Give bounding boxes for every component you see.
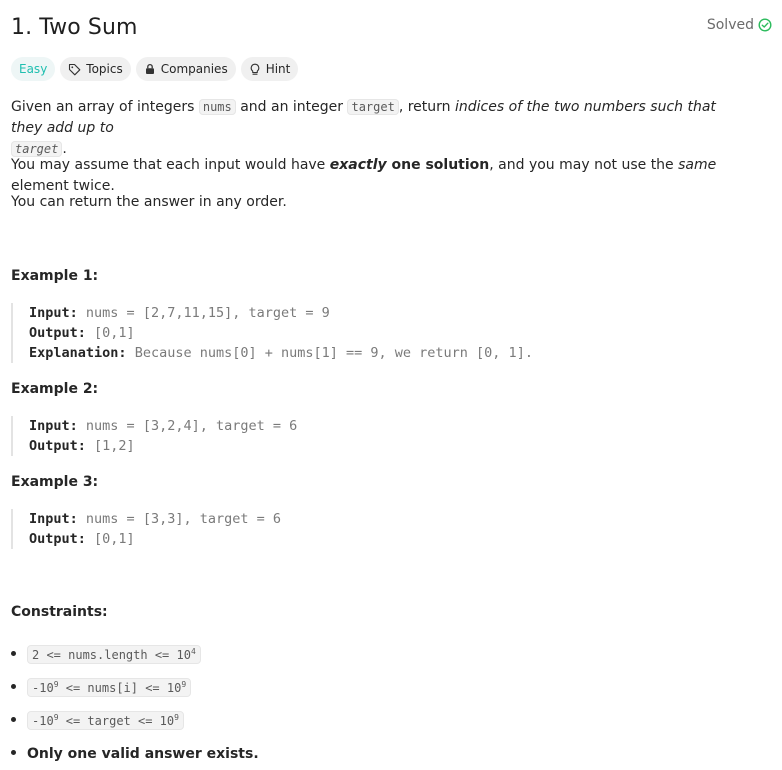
desc-text: . — [62, 141, 67, 157]
input-label: Input: — [29, 418, 78, 434]
constraint-code — [27, 678, 191, 697]
desc-emphasis: indices of the two numbers such that they add up to — [11, 99, 716, 136]
desc-text: element twice. — [11, 178, 115, 194]
example-output-line — [29, 323, 533, 343]
output-value: [0,1] — [94, 531, 135, 547]
example-explanation-line — [29, 343, 533, 363]
companies-button[interactable] — [136, 57, 236, 81]
solved-status — [707, 17, 772, 33]
constraint-exponent: 9 — [53, 680, 59, 689]
explanation-value: Because nums[0] + nums[1] == 9, we return [0, 1]. — [134, 345, 533, 361]
check-circle-icon — [758, 18, 772, 32]
example-title: Example 3: — [11, 474, 99, 490]
lightbulb-icon — [249, 63, 261, 76]
description-paragraph-3: You can return the answer in any order. — [11, 194, 287, 210]
description-paragraph-2 — [11, 155, 742, 197]
constraints-title: Constraints: — [11, 604, 108, 620]
desc-text: You may assume that each input would have — [11, 157, 330, 173]
problem-title: 1. Two Sum — [11, 14, 138, 40]
desc-strong: one solution — [386, 157, 490, 173]
desc-text: and an integer — [235, 99, 348, 115]
constraint-text: -10 — [32, 714, 54, 728]
hint-button[interactable] — [241, 57, 299, 81]
example-title: Example 1: — [11, 268, 99, 284]
output-label: Output: — [29, 325, 86, 341]
input-value: nums = [3,3], target = 6 — [85, 511, 281, 527]
desc-text: Given an array of integers — [11, 99, 199, 115]
constraint-exponent: 9 — [53, 713, 59, 722]
solved-label: Solved — [706, 17, 754, 33]
constraint-text: <= target <= 10 — [58, 714, 175, 728]
desc-strong-emphasis: exactly — [329, 157, 387, 173]
example-block — [11, 303, 533, 363]
explanation-label: Explanation: — [29, 345, 127, 361]
input-label: Input: — [29, 305, 78, 321]
example-input-line — [29, 416, 297, 436]
companies-label: Companies — [160, 62, 228, 76]
output-label: Output: — [29, 531, 86, 547]
constraint-code — [27, 645, 201, 664]
example-input-line — [29, 303, 533, 323]
output-value: [0,1] — [94, 325, 135, 341]
example-output-line — [29, 436, 297, 456]
inline-code-nums: nums — [199, 99, 236, 115]
topics-button[interactable] — [60, 57, 130, 81]
example-title: Example 2: — [11, 381, 99, 397]
constraint-exponent: 9 — [174, 713, 179, 722]
input-label: Input: — [29, 511, 78, 527]
constraint-item — [11, 737, 259, 770]
constraint-text: <= nums[i] <= 10 — [58, 681, 182, 695]
input-value: nums = [2,7,11,15], target = 9 — [85, 305, 330, 321]
constraint-text-bold: Only one valid answer exists. — [27, 745, 259, 762]
constraints-list — [11, 638, 259, 770]
output-value: [1,2] — [94, 438, 135, 454]
tag-icon — [68, 63, 81, 76]
example-block — [11, 416, 297, 456]
example-block — [11, 509, 281, 549]
example-output-line — [29, 529, 281, 549]
topics-label: Topics — [86, 62, 123, 76]
constraint-code — [27, 711, 184, 730]
constraint-item — [11, 638, 259, 671]
input-value: nums = [3,2,4], target = 6 — [85, 418, 298, 434]
problem-header — [11, 12, 772, 42]
constraint-exponent: 4 — [190, 647, 196, 656]
difficulty-label: Easy — [19, 62, 48, 76]
desc-emphasis: same — [678, 157, 717, 173]
desc-text: , return — [398, 99, 455, 115]
inline-code-target-2: target — [11, 141, 62, 157]
description-paragraph-1 — [11, 97, 742, 160]
constraint-item — [11, 671, 259, 704]
constraint-item — [11, 704, 259, 737]
example-input-line — [29, 509, 281, 529]
inline-code-target: target — [347, 99, 398, 115]
hint-label: Hint — [265, 62, 291, 76]
constraint-text: 2 <= nums.length <= 10 — [32, 648, 191, 662]
difficulty-badge[interactable] — [11, 57, 55, 81]
output-label: Output: — [29, 438, 86, 454]
desc-text: , and you may not use the — [489, 157, 679, 173]
tag-row — [11, 57, 298, 81]
lock-icon — [144, 63, 156, 75]
constraint-text: -10 — [32, 681, 54, 695]
constraint-exponent: 9 — [181, 680, 187, 689]
